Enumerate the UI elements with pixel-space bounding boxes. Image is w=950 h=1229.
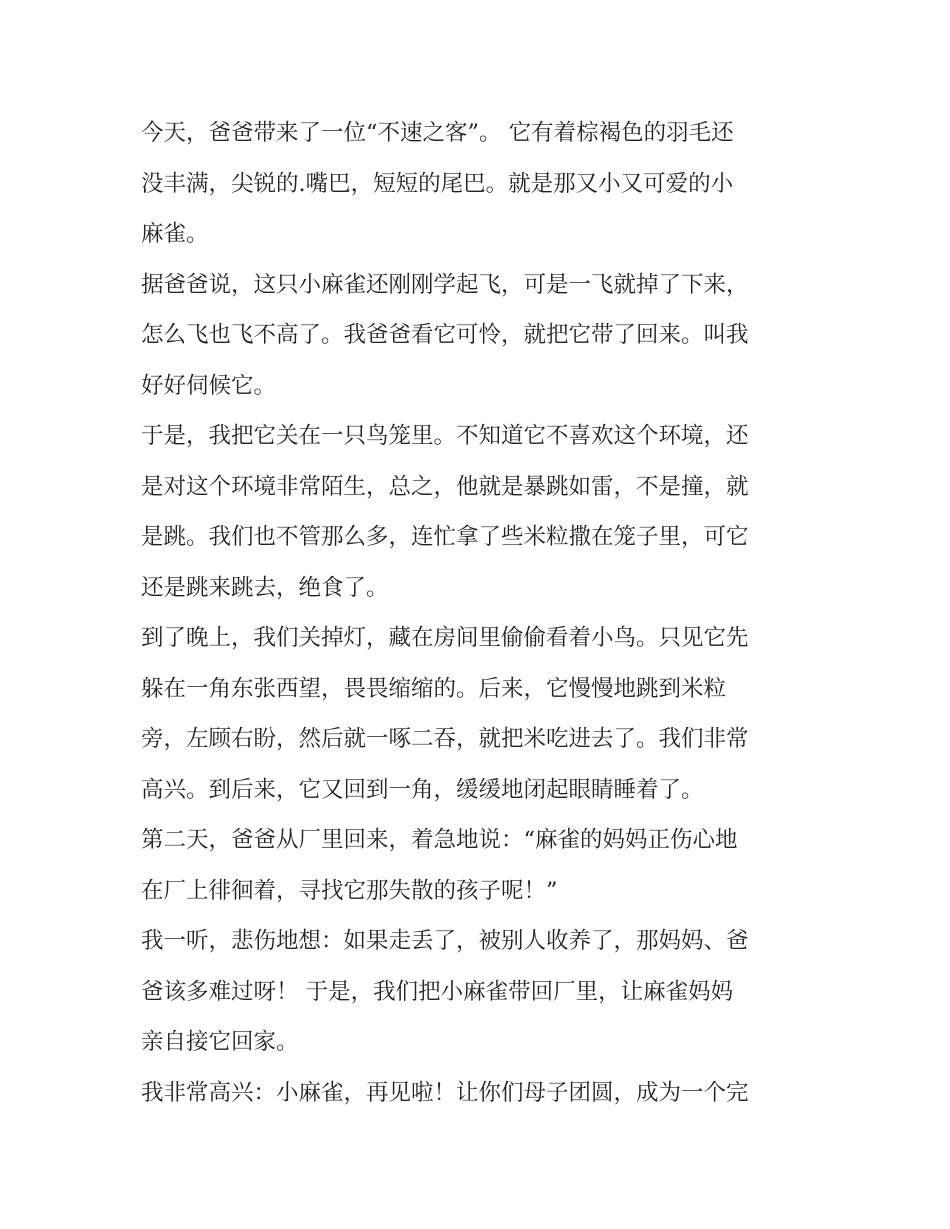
text-line: 爸该多难过呀！ 于是，我们把小麻雀带回厂里，让麻雀妈妈 [141, 978, 734, 1005]
text-line: 据爸爸说，这只小麻雀还刚刚学起飞，可是一飞就掉了下来， [141, 271, 749, 298]
text-line: 怎么飞也飞不高了。我爸爸看它可怜，就把它带了回来。叫我 [141, 322, 749, 348]
text-line: 是跳。我们也不管那么多，连忙拿了些米粒撒在笼子里，可它 [141, 524, 749, 550]
text-line: 在厂上徘徊着，寻找它那失散的孩子呢！” [141, 877, 558, 904]
text-line: 我非常高兴：小麻雀，再见啦！让你们母子团圆，成为一个完 [141, 1079, 749, 1106]
text-line: 今天，爸爸带来了一位“不速之客”。 它有着棕褐色的羽毛还 [141, 120, 734, 146]
text-line: 于是，我把它关在一只鸟笼里。不知道它不喜欢这个环境，还 [141, 423, 749, 449]
text-line: 躲在一角东张西望，畏畏缩缩的。后来，它慢慢地跳到米粒 [141, 675, 727, 702]
text-line: 亲自接它回家。 [141, 1029, 299, 1055]
document-body [141, 108, 821, 1118]
text-line: 好好伺候它。 [141, 372, 277, 399]
text-line: 我一听，悲伤地想：如果走丢了，被别人收养了，那妈妈、爸 [141, 928, 749, 954]
text-line: 还是跳来跳去，绝食了。 [141, 574, 389, 601]
text-line: 麻雀。 [141, 221, 209, 247]
text-line: 没丰满，尖锐的.嘴巴，短短的尾巴。就是那又小又可爱的小 [141, 170, 734, 197]
text-line: 到了晚上，我们关掉灯，藏在房间里偷偷看着小鸟。只见它先 [141, 625, 749, 651]
text-line: 第二天，爸爸从厂里回来，着急地说：“麻雀的妈妈正伤心地 [141, 827, 738, 853]
text-line: 是对这个环境非常陌生，总之，他就是暴跳如雷，不是撞，就 [141, 473, 749, 500]
text-line: 旁，左顾右盼，然后就一啄二吞，就把米吃进去了。我们非常 [141, 726, 749, 752]
text-line: 高兴。到后来，它又回到一角，缓缓地闭起眼睛睡着了。 [141, 776, 704, 803]
